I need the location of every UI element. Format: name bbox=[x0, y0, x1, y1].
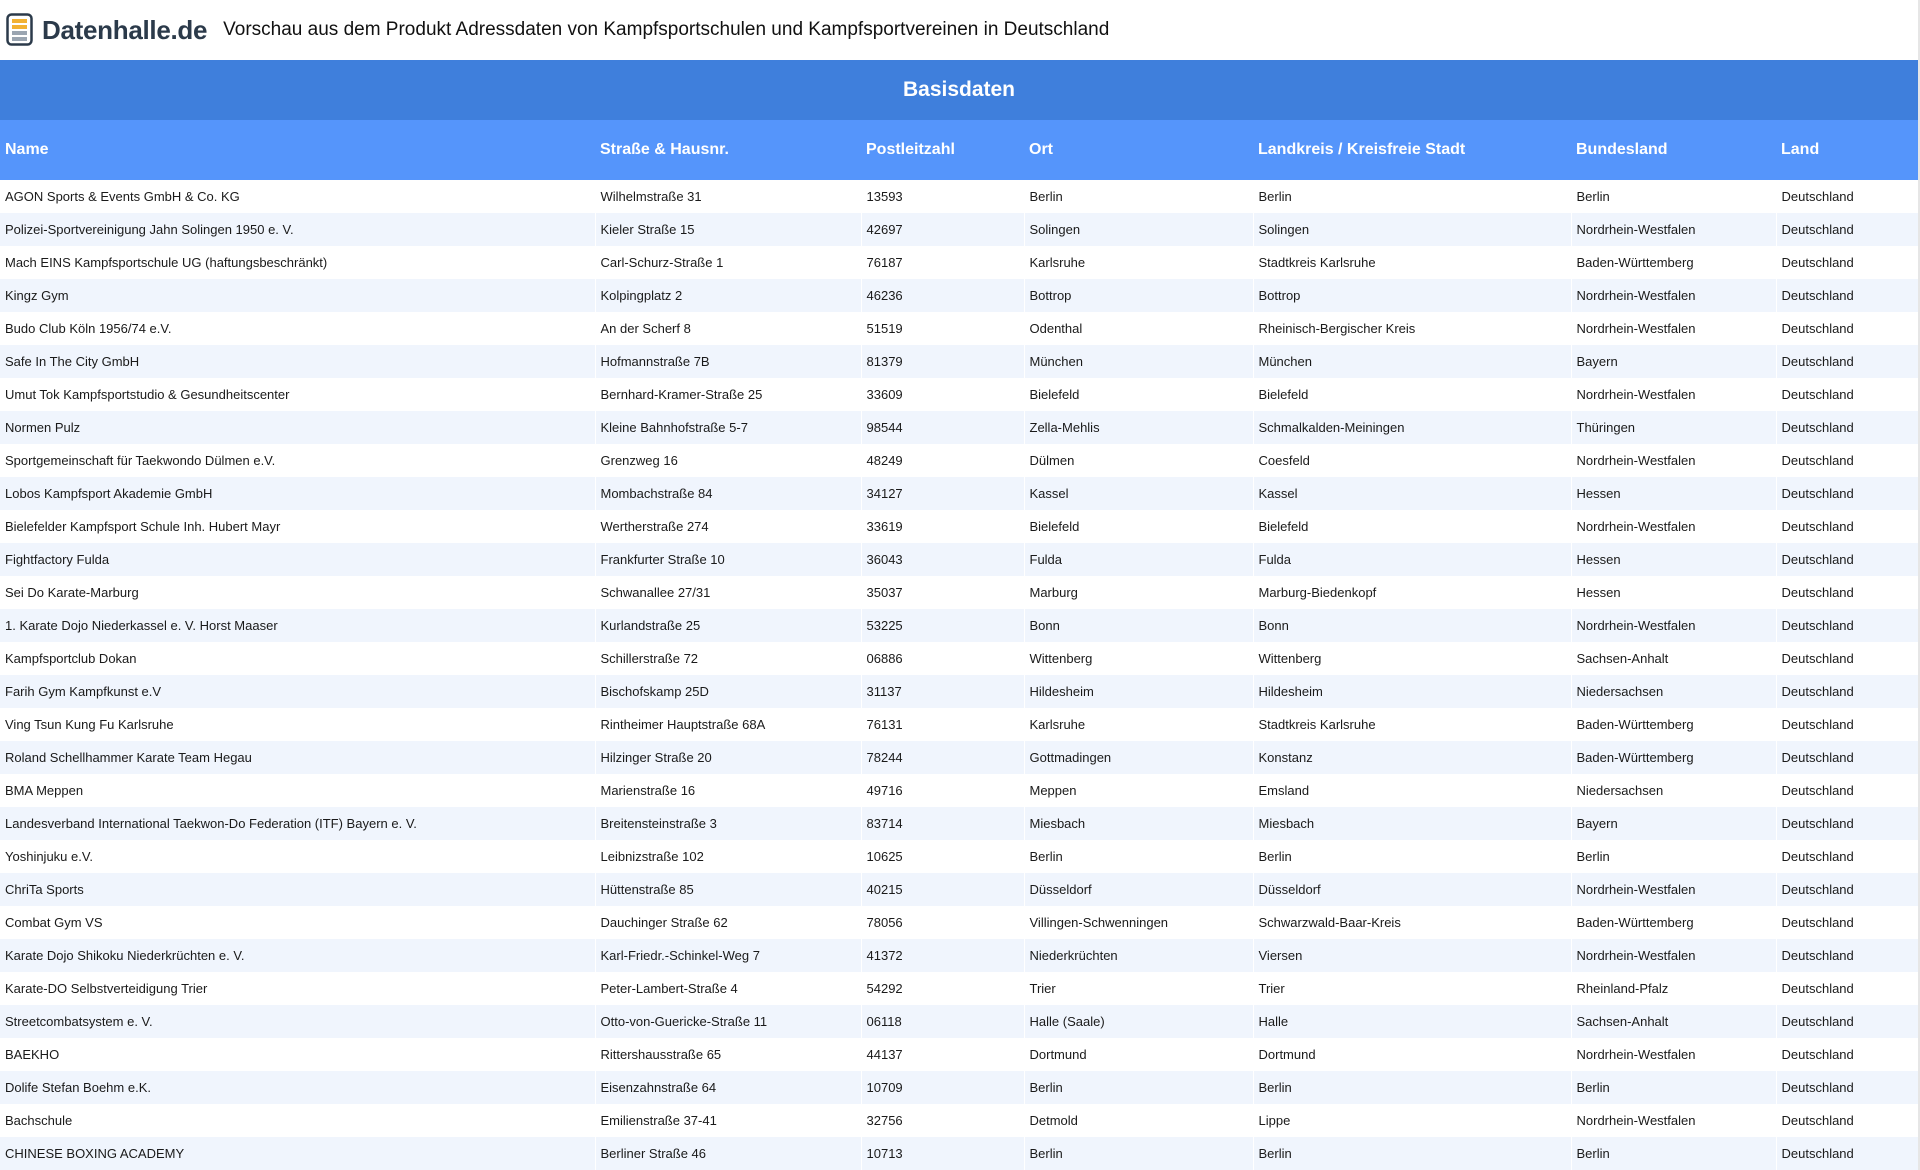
cell-name: Polizei-Sportvereinigung Jahn Solingen 1950 e. V. bbox=[0, 213, 595, 246]
cell-postal-code: 06886 bbox=[861, 642, 1024, 675]
cell-district: Stadtkreis Karlsruhe bbox=[1253, 246, 1571, 279]
cell-city: Wittenberg bbox=[1024, 642, 1253, 675]
page-title: Vorschau aus dem Produkt Adressdaten von Kampfsportschulen und Kampfsportvereinen in Deutschland bbox=[223, 19, 1110, 40]
cell-name: Karate Dojo Shikoku Niederkrüchten e. V. bbox=[0, 939, 595, 972]
cell-country: Deutschland bbox=[1776, 609, 1918, 642]
cell-name: Kampfsportclub Dokan bbox=[0, 642, 595, 675]
cell-city: Dortmund bbox=[1024, 1038, 1253, 1071]
cell-postal-code: 40215 bbox=[861, 873, 1024, 906]
cell-district: Berlin bbox=[1253, 180, 1571, 213]
cell-country: Deutschland bbox=[1776, 444, 1918, 477]
cell-name: Sportgemeinschaft für Taekwondo Dülmen e.V. bbox=[0, 444, 595, 477]
cell-district: Hildesheim bbox=[1253, 675, 1571, 708]
cell-street: Carl-Schurz-Straße 1 bbox=[595, 246, 861, 279]
cell-postal-code: 78056 bbox=[861, 906, 1024, 939]
cell-country: Deutschland bbox=[1776, 642, 1918, 675]
cell-city: Berlin bbox=[1024, 1137, 1253, 1170]
cell-name: Umut Tok Kampfsportstudio & Gesundheitscenter bbox=[0, 378, 595, 411]
cell-postal-code: 81379 bbox=[861, 345, 1024, 378]
cell-state: Hessen bbox=[1571, 477, 1776, 510]
cell-street: Frankfurter Straße 10 bbox=[595, 543, 861, 576]
cell-name: CHINESE BOXING ACADEMY bbox=[0, 1137, 595, 1170]
cell-street: Leibnizstraße 102 bbox=[595, 840, 861, 873]
cell-district: Viersen bbox=[1253, 939, 1571, 972]
cell-city: Miesbach bbox=[1024, 807, 1253, 840]
cell-city: Zella-Mehlis bbox=[1024, 411, 1253, 444]
cell-district: Coesfeld bbox=[1253, 444, 1571, 477]
cell-city: Halle (Saale) bbox=[1024, 1005, 1253, 1038]
cell-name: Dolife Stefan Boehm e.K. bbox=[0, 1071, 595, 1104]
cell-state: Nordrhein-Westfalen bbox=[1571, 444, 1776, 477]
cell-postal-code: 06118 bbox=[861, 1005, 1024, 1038]
cell-city: Dülmen bbox=[1024, 444, 1253, 477]
cell-street: Wilhelmstraße 31 bbox=[595, 180, 861, 213]
cell-state: Niedersachsen bbox=[1571, 774, 1776, 807]
cell-name: 1. Karate Dojo Niederkassel e. V. Horst Maaser bbox=[0, 609, 595, 642]
table-row[interactable] bbox=[0, 312, 1918, 345]
cell-state: Rheinland-Pfalz bbox=[1571, 972, 1776, 1005]
cell-country: Deutschland bbox=[1776, 378, 1918, 411]
cell-street: Grenzweg 16 bbox=[595, 444, 861, 477]
cell-state: Nordrhein-Westfalen bbox=[1571, 1038, 1776, 1071]
column-header-city[interactable]: Ort bbox=[1024, 120, 1253, 180]
cell-state: Nordrhein-Westfalen bbox=[1571, 213, 1776, 246]
cell-country: Deutschland bbox=[1776, 510, 1918, 543]
cell-postal-code: 33609 bbox=[861, 378, 1024, 411]
cell-country: Deutschland bbox=[1776, 741, 1918, 774]
cell-city: Bottrop bbox=[1024, 279, 1253, 312]
cell-country: Deutschland bbox=[1776, 477, 1918, 510]
cell-street: Kleine Bahnhofstraße 5-7 bbox=[595, 411, 861, 444]
cell-state: Sachsen-Anhalt bbox=[1571, 642, 1776, 675]
cell-street: Hofmannstraße 7B bbox=[595, 345, 861, 378]
cell-postal-code: 34127 bbox=[861, 477, 1024, 510]
table-row[interactable] bbox=[0, 840, 1918, 873]
cell-state: Nordrhein-Westfalen bbox=[1571, 312, 1776, 345]
cell-state: Baden-Württemberg bbox=[1571, 741, 1776, 774]
cell-country: Deutschland bbox=[1776, 1104, 1918, 1137]
cell-country: Deutschland bbox=[1776, 939, 1918, 972]
cell-street: Schillerstraße 72 bbox=[595, 642, 861, 675]
cell-country: Deutschland bbox=[1776, 279, 1918, 312]
cell-country: Deutschland bbox=[1776, 213, 1918, 246]
cell-name: Safe In The City GmbH bbox=[0, 345, 595, 378]
column-header-country[interactable]: Land bbox=[1776, 120, 1918, 180]
column-header-street[interactable]: Straße & Hausnr. bbox=[595, 120, 861, 180]
cell-district: Dortmund bbox=[1253, 1038, 1571, 1071]
cell-country: Deutschland bbox=[1776, 543, 1918, 576]
cell-country: Deutschland bbox=[1776, 180, 1918, 213]
cell-postal-code: 42697 bbox=[861, 213, 1024, 246]
cell-postal-code: 83714 bbox=[861, 807, 1024, 840]
cell-postal-code: 10713 bbox=[861, 1137, 1024, 1170]
cell-country: Deutschland bbox=[1776, 345, 1918, 378]
cell-district: Wittenberg bbox=[1253, 642, 1571, 675]
cell-country: Deutschland bbox=[1776, 411, 1918, 444]
table-row[interactable] bbox=[0, 576, 1918, 609]
cell-district: Halle bbox=[1253, 1005, 1571, 1038]
table-row[interactable] bbox=[0, 1071, 1918, 1104]
cell-street: Schwanallee 27/31 bbox=[595, 576, 861, 609]
cell-country: Deutschland bbox=[1776, 873, 1918, 906]
cell-country: Deutschland bbox=[1776, 246, 1918, 279]
cell-postal-code: 31137 bbox=[861, 675, 1024, 708]
cell-street: Breitensteinstraße 3 bbox=[595, 807, 861, 840]
cell-district: Trier bbox=[1253, 972, 1571, 1005]
cell-name: Lobos Kampfsport Akademie GmbH bbox=[0, 477, 595, 510]
table-row[interactable] bbox=[0, 741, 1918, 774]
column-header-postal-code[interactable]: Postleitzahl bbox=[861, 120, 1024, 180]
cell-postal-code: 48249 bbox=[861, 444, 1024, 477]
cell-state: Bayern bbox=[1571, 345, 1776, 378]
cell-postal-code: 41372 bbox=[861, 939, 1024, 972]
cell-city: Niederkrüchten bbox=[1024, 939, 1253, 972]
cell-name: Farih Gym Kampfkunst e.V bbox=[0, 675, 595, 708]
cell-street: Bischofskamp 25D bbox=[595, 675, 861, 708]
cell-state: Niedersachsen bbox=[1571, 675, 1776, 708]
cell-name: BMA Meppen bbox=[0, 774, 595, 807]
cell-district: Marburg-Biedenkopf bbox=[1253, 576, 1571, 609]
cell-postal-code: 10625 bbox=[861, 840, 1024, 873]
cell-name: Landesverband International Taekwon-Do Federation (ITF) Bayern e. V. bbox=[0, 807, 595, 840]
table-row[interactable] bbox=[0, 873, 1918, 906]
cell-city: Detmold bbox=[1024, 1104, 1253, 1137]
table-row[interactable] bbox=[0, 213, 1918, 246]
cell-street: Rittershausstraße 65 bbox=[595, 1038, 861, 1071]
cell-state: Hessen bbox=[1571, 543, 1776, 576]
section-banner: Basisdaten bbox=[0, 60, 1918, 120]
cell-district: Berlin bbox=[1253, 1071, 1571, 1104]
cell-country: Deutschland bbox=[1776, 840, 1918, 873]
cell-street: Kurlandstraße 25 bbox=[595, 609, 861, 642]
cell-state: Berlin bbox=[1571, 840, 1776, 873]
cell-country: Deutschland bbox=[1776, 708, 1918, 741]
cell-city: Bielefeld bbox=[1024, 378, 1253, 411]
cell-state: Hessen bbox=[1571, 576, 1776, 609]
cell-district: Schmalkalden-Meiningen bbox=[1253, 411, 1571, 444]
cell-name: Ving Tsun Kung Fu Karlsruhe bbox=[0, 708, 595, 741]
cell-city: Gottmadingen bbox=[1024, 741, 1253, 774]
cell-postal-code: 54292 bbox=[861, 972, 1024, 1005]
cell-name: Budo Club Köln 1956/74 e.V. bbox=[0, 312, 595, 345]
cell-postal-code: 51519 bbox=[861, 312, 1024, 345]
cell-city: Hildesheim bbox=[1024, 675, 1253, 708]
cell-name: Bachschule bbox=[0, 1104, 595, 1137]
cell-postal-code: 53225 bbox=[861, 609, 1024, 642]
cell-district: Emsland bbox=[1253, 774, 1571, 807]
cell-postal-code: 78244 bbox=[861, 741, 1024, 774]
table-row[interactable] bbox=[0, 642, 1918, 675]
table-row[interactable] bbox=[0, 807, 1918, 840]
cell-name: Streetcombatsystem e. V. bbox=[0, 1005, 595, 1038]
cell-district: Berlin bbox=[1253, 1137, 1571, 1170]
cell-district: Miesbach bbox=[1253, 807, 1571, 840]
table-row[interactable] bbox=[0, 378, 1918, 411]
cell-state: Nordrhein-Westfalen bbox=[1571, 510, 1776, 543]
cell-postal-code: 46236 bbox=[861, 279, 1024, 312]
cell-city: Odenthal bbox=[1024, 312, 1253, 345]
cell-state: Sachsen-Anhalt bbox=[1571, 1005, 1776, 1038]
cell-name: Roland Schellhammer Karate Team Hegau bbox=[0, 741, 595, 774]
cell-district: Bonn bbox=[1253, 609, 1571, 642]
cell-state: Berlin bbox=[1571, 180, 1776, 213]
cell-street: Hilzinger Straße 20 bbox=[595, 741, 861, 774]
cell-city: Villingen-Schwenningen bbox=[1024, 906, 1253, 939]
table-row[interactable] bbox=[0, 180, 1918, 213]
cell-city: München bbox=[1024, 345, 1253, 378]
cell-city: Karlsruhe bbox=[1024, 708, 1253, 741]
table-row[interactable] bbox=[0, 939, 1918, 972]
table-row[interactable] bbox=[0, 774, 1918, 807]
cell-postal-code: 76187 bbox=[861, 246, 1024, 279]
table-row[interactable] bbox=[0, 1104, 1918, 1137]
cell-street: Berliner Straße 46 bbox=[595, 1137, 861, 1170]
cell-country: Deutschland bbox=[1776, 576, 1918, 609]
column-header-name[interactable]: Name bbox=[0, 120, 595, 180]
cell-country: Deutschland bbox=[1776, 807, 1918, 840]
cell-state: Nordrhein-Westfalen bbox=[1571, 378, 1776, 411]
cell-street: Otto-von-Guericke-Straße 11 bbox=[595, 1005, 861, 1038]
cell-postal-code: 98544 bbox=[861, 411, 1024, 444]
cell-city: Bielefeld bbox=[1024, 510, 1253, 543]
cell-state: Nordrhein-Westfalen bbox=[1571, 609, 1776, 642]
table-row[interactable] bbox=[0, 510, 1918, 543]
cell-state: Berlin bbox=[1571, 1137, 1776, 1170]
cell-name: AGON Sports & Events GmbH & Co. KG bbox=[0, 180, 595, 213]
cell-city: Berlin bbox=[1024, 840, 1253, 873]
cell-district: Fulda bbox=[1253, 543, 1571, 576]
cell-state: Nordrhein-Westfalen bbox=[1571, 939, 1776, 972]
cell-name: Sei Do Karate-Marburg bbox=[0, 576, 595, 609]
cell-country: Deutschland bbox=[1776, 906, 1918, 939]
cell-postal-code: 13593 bbox=[861, 180, 1024, 213]
cell-city: Berlin bbox=[1024, 1071, 1253, 1104]
cell-district: München bbox=[1253, 345, 1571, 378]
cell-name: Fightfactory Fulda bbox=[0, 543, 595, 576]
cell-state: Berlin bbox=[1571, 1071, 1776, 1104]
data-table bbox=[0, 120, 1919, 1170]
cell-postal-code: 49716 bbox=[861, 774, 1024, 807]
cell-street: Mombachstraße 84 bbox=[595, 477, 861, 510]
cell-district: Lippe bbox=[1253, 1104, 1571, 1137]
cell-street: Karl-Friedr.-Schinkel-Weg 7 bbox=[595, 939, 861, 972]
cell-name: Combat Gym VS bbox=[0, 906, 595, 939]
table-row[interactable] bbox=[0, 906, 1918, 939]
cell-street: Dauchinger Straße 62 bbox=[595, 906, 861, 939]
cell-city: Meppen bbox=[1024, 774, 1253, 807]
column-header-state[interactable]: Bundesland bbox=[1571, 120, 1776, 180]
cell-city: Kassel bbox=[1024, 477, 1253, 510]
table-row[interactable] bbox=[0, 345, 1918, 378]
cell-city: Karlsruhe bbox=[1024, 246, 1253, 279]
table-row[interactable] bbox=[0, 477, 1918, 510]
cell-state: Baden-Württemberg bbox=[1571, 708, 1776, 741]
cell-country: Deutschland bbox=[1776, 1137, 1918, 1170]
cell-name: Karate-DO Selbstverteidigung Trier bbox=[0, 972, 595, 1005]
table-row[interactable] bbox=[0, 1038, 1918, 1071]
cell-country: Deutschland bbox=[1776, 1071, 1918, 1104]
cell-name: Yoshinjuku e.V. bbox=[0, 840, 595, 873]
cell-name: Mach EINS Kampfsportschule UG (haftungsbeschränkt) bbox=[0, 246, 595, 279]
table-row[interactable] bbox=[0, 972, 1918, 1005]
cell-street: Marienstraße 16 bbox=[595, 774, 861, 807]
table-row[interactable] bbox=[0, 1137, 1918, 1170]
cell-district: Bielefeld bbox=[1253, 510, 1571, 543]
column-header-district[interactable]: Landkreis / Kreisfreie Stadt bbox=[1253, 120, 1571, 180]
cell-postal-code: 10709 bbox=[861, 1071, 1024, 1104]
cell-district: Bielefeld bbox=[1253, 378, 1571, 411]
cell-city: Trier bbox=[1024, 972, 1253, 1005]
cell-name: Bielefelder Kampfsport Schule Inh. Hubert Mayr bbox=[0, 510, 595, 543]
cell-street: Peter-Lambert-Straße 4 bbox=[595, 972, 861, 1005]
cell-state: Bayern bbox=[1571, 807, 1776, 840]
cell-country: Deutschland bbox=[1776, 1038, 1918, 1071]
cell-district: Schwarzwald-Baar-Kreis bbox=[1253, 906, 1571, 939]
table-row[interactable] bbox=[0, 1005, 1918, 1038]
cell-postal-code: 35037 bbox=[861, 576, 1024, 609]
table-row[interactable] bbox=[0, 279, 1918, 312]
cell-state: Nordrhein-Westfalen bbox=[1571, 279, 1776, 312]
table-row[interactable] bbox=[0, 246, 1918, 279]
cell-district: Berlin bbox=[1253, 840, 1571, 873]
cell-street: Emilienstraße 37-41 bbox=[595, 1104, 861, 1137]
cell-street: Rintheimer Hauptstraße 68A bbox=[595, 708, 861, 741]
cell-city: Solingen bbox=[1024, 213, 1253, 246]
cell-name: ChriTa Sports bbox=[0, 873, 595, 906]
cell-country: Deutschland bbox=[1776, 312, 1918, 345]
cell-postal-code: 32756 bbox=[861, 1104, 1024, 1137]
table-row[interactable] bbox=[0, 708, 1918, 741]
cell-district: Rheinisch-Bergischer Kreis bbox=[1253, 312, 1571, 345]
cell-state: Nordrhein-Westfalen bbox=[1571, 873, 1776, 906]
table-row[interactable] bbox=[0, 609, 1918, 642]
cell-name: BAEKHO bbox=[0, 1038, 595, 1071]
cell-state: Thüringen bbox=[1571, 411, 1776, 444]
top-bar bbox=[0, 0, 1920, 60]
table-body bbox=[0, 180, 1918, 1170]
cell-city: Berlin bbox=[1024, 180, 1253, 213]
cell-state: Nordrhein-Westfalen bbox=[1571, 1104, 1776, 1137]
cell-street: Wertherstraße 274 bbox=[595, 510, 861, 543]
cell-name: Normen Pulz bbox=[0, 411, 595, 444]
cell-street: Eisenzahnstraße 64 bbox=[595, 1071, 861, 1104]
cell-name: Kingz Gym bbox=[0, 279, 595, 312]
cell-city: Bonn bbox=[1024, 609, 1253, 642]
cell-street: Bernhard-Kramer-Straße 25 bbox=[595, 378, 861, 411]
table-row[interactable] bbox=[0, 543, 1918, 576]
cell-city: Fulda bbox=[1024, 543, 1253, 576]
cell-postal-code: 33619 bbox=[861, 510, 1024, 543]
cell-country: Deutschland bbox=[1776, 1005, 1918, 1038]
cell-district: Düsseldorf bbox=[1253, 873, 1571, 906]
cell-city: Düsseldorf bbox=[1024, 873, 1253, 906]
cell-street: Hüttenstraße 85 bbox=[595, 873, 861, 906]
cell-country: Deutschland bbox=[1776, 972, 1918, 1005]
cell-postal-code: 76131 bbox=[861, 708, 1024, 741]
cell-country: Deutschland bbox=[1776, 774, 1918, 807]
table-row[interactable] bbox=[0, 444, 1918, 477]
cell-district: Stadtkreis Karlsruhe bbox=[1253, 708, 1571, 741]
cell-state: Baden-Württemberg bbox=[1571, 906, 1776, 939]
cell-city: Marburg bbox=[1024, 576, 1253, 609]
database-logo-icon bbox=[6, 13, 36, 47]
cell-postal-code: 36043 bbox=[861, 543, 1024, 576]
cell-street: An der Scherf 8 bbox=[595, 312, 861, 345]
table-header-row bbox=[0, 120, 1918, 180]
cell-state: Baden-Württemberg bbox=[1571, 246, 1776, 279]
cell-country: Deutschland bbox=[1776, 675, 1918, 708]
cell-district: Solingen bbox=[1253, 213, 1571, 246]
cell-district: Konstanz bbox=[1253, 741, 1571, 774]
logo-text: Datenhalle.de bbox=[42, 14, 208, 45]
cell-postal-code: 44137 bbox=[861, 1038, 1024, 1071]
cell-district: Kassel bbox=[1253, 477, 1571, 510]
cell-street: Kieler Straße 15 bbox=[595, 213, 861, 246]
table-row[interactable] bbox=[0, 411, 1918, 444]
cell-street: Kolpingplatz 2 bbox=[595, 279, 861, 312]
brand-logo[interactable] bbox=[6, 13, 207, 47]
table-row[interactable] bbox=[0, 675, 1918, 708]
cell-district: Bottrop bbox=[1253, 279, 1571, 312]
